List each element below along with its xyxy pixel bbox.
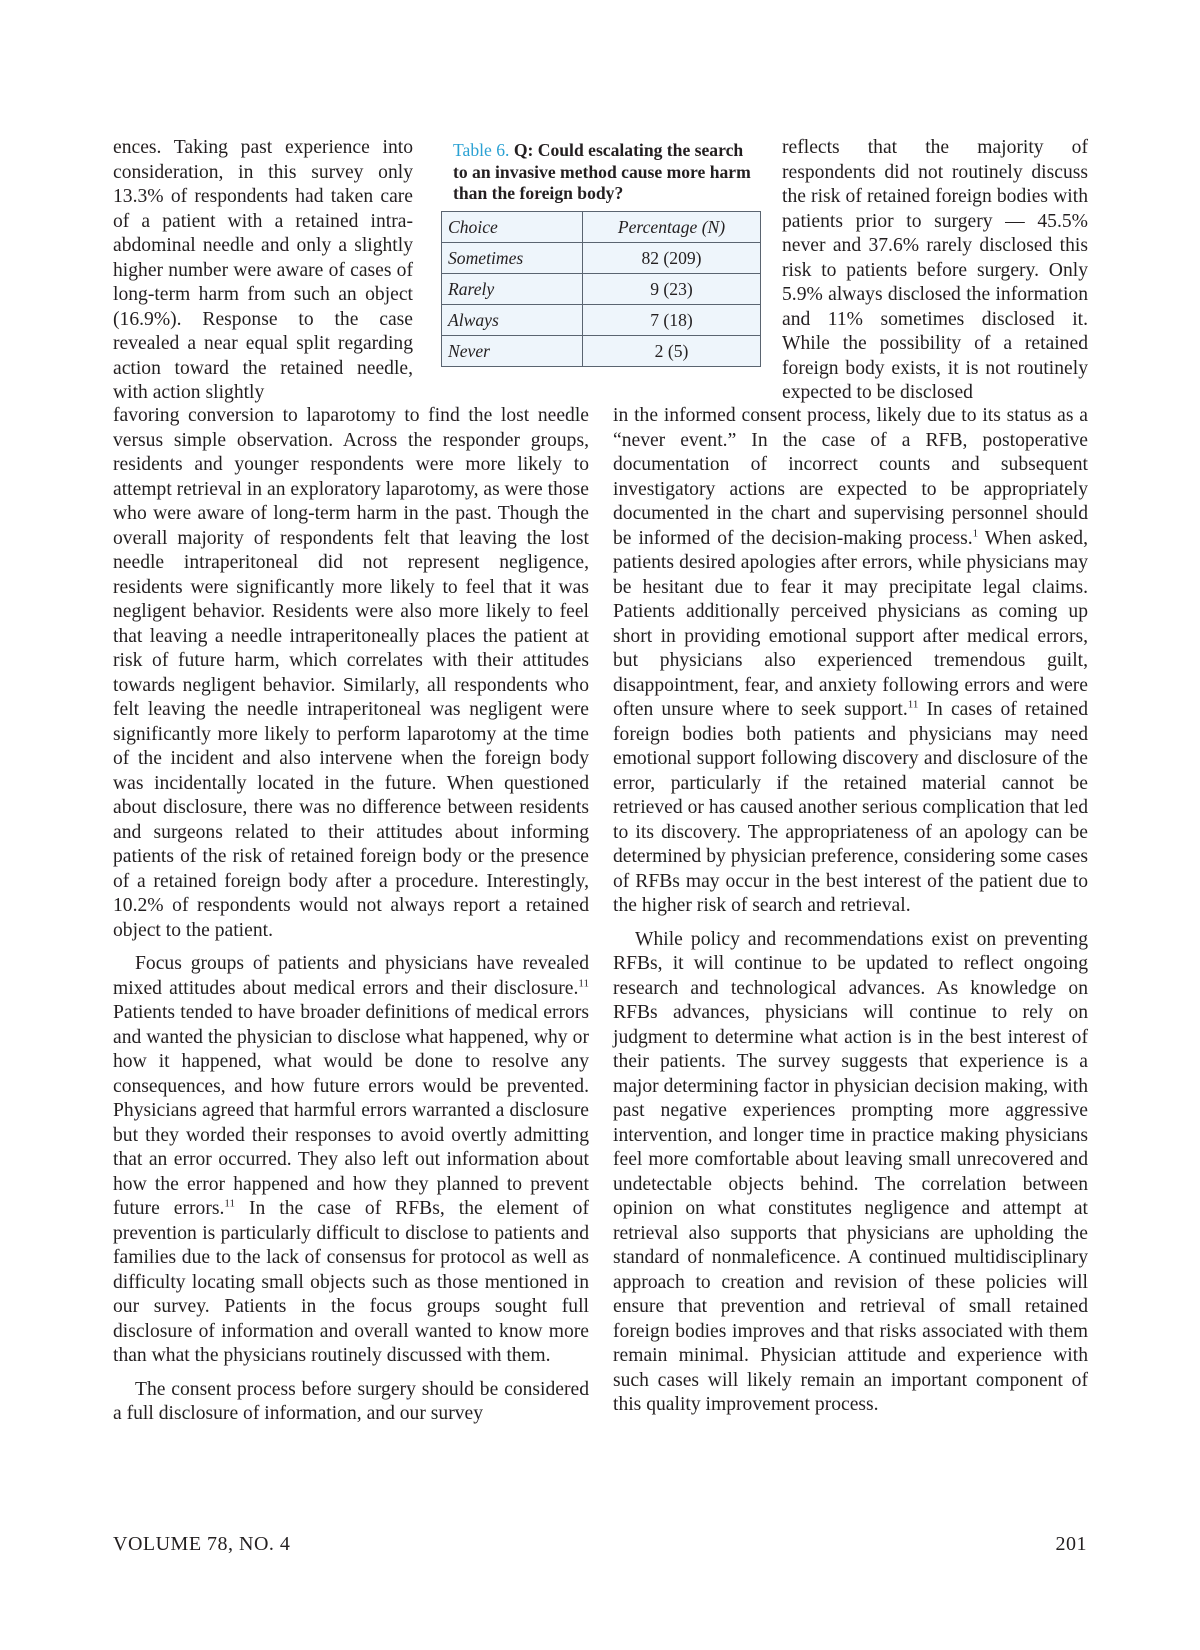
table-caption [453,140,761,205]
text-run: Focus groups of patients and physicians have revealed mixed attitudes about medical errors and their disclosure. [113,953,589,999]
citation: 11 [907,698,919,711]
paragraph: While policy and recommendations exist on preventing RFBs, it will continue to be updated to reflect ongoing research and technological advances. As knowledge on RFBs advances, physicians will continue to rely on judgment to determine what action is in the best interest of their patients. The survey suggests that experience is a major determining factor in physician decision making, with past negative experiences prompting more aggressive intervention, and longer time in practice making physicians feel more comfortable about leaving small unrecovered and undetectable objects behind. The correlation between opinion on what constitutes negligence and attempt at retrieval also supports that physicians are upholding the standard of nonmaleficence. A continued multidisciplinary approach to creation and revision of these policies will ensure that prevention and retrieval of small retained foreign bodies improves and that risks associated with them remain minimal. Physician attitude and experience with such cases will likely remain an important component of this quality improvement process. [613,928,1088,1415]
paragraph [613,404,1088,919]
left-column [113,404,589,1427]
table-cell-choice: Rarely [442,273,583,304]
text-run: When asked, patients desired apologies after errors, while physicians may be hesitant due to fear it may precipitate legal claims. Patients additionally perceived physicians as coming up short in providing emotional support after medical errors, but physicians also experienced tremendous guilt, disappointment, fear, and anxiety following errors and were often unsure where to seek support. [613,527,1088,720]
table-question: Q: Could escalating the search to an invasive method cause more harm than the foreign body? [453,140,751,203]
table-number: Table 6. [453,140,510,160]
paragraph: The consent process before surgery should be considered a full disclosure of information, and our survey [113,1378,589,1424]
table-cell-choice: Always [442,304,583,335]
text-run: In cases of retained foreign bodies both patients and physicians may need emotional support following discovery and disclosure of the error, particularly if the retained material cannot be retrieved or has caused another serious complication that led to its discovery. The appropriateness of an apology can be determined by physician preference, considering some cases of RFBs may occur in the best interest of the patient due to the higher risk of search and retrieval. [613,699,1088,916]
table-cell-choice: Sometimes [442,242,583,273]
table-row [442,335,761,366]
table-row [442,273,761,304]
paragraph: ences. Taking past experience into consideration, in this survey only 13.3% of respondents had taken care of a patient with a retained intra-abdominal needle and only a slightly higher number were aware of cases of long-term harm from such an object (16.9%). Response to the case revealed a near equal split regarding action toward the retained needle, with action slightly [113,137,413,403]
citation: 11 [578,976,589,989]
footer-page-number: 201 [1055,1533,1087,1555]
paragraph [113,952,589,1369]
table-row [442,242,761,273]
text-run: Patients tended to have broader definitions of medical errors and wanted the physician to disclose what happened, why or how it happened, what would be done to resolve any consequences, and how future errors would be prevented. Physicians agreed that harmful errors warranted a disclosure but they worded their responses to avoid overtly admitting that an error occurred. They also left out information about how the error happened and how they planned to prevent future errors. [113,1002,589,1219]
left-column-wrap-text [113,136,413,406]
footer-volume: VOLUME 78, NO. 4 [113,1533,291,1555]
table-cell-percentage: 7 (18) [583,304,761,335]
citation: 11 [224,1197,235,1210]
header-cell-choice: Choice [442,211,583,242]
data-table [441,211,761,367]
text-run: In the case of RFBs, the element of prevention is particularly difficult to disclose to patients and families due to the lack of consensus for protocol as well as difficulty locating small objects such as those mentioned in our survey. Patients in the focus groups sought full disclosure of information and overall wanted to know more than what the physicians routinely discussed with them. [113,1198,589,1366]
header-cell-percentage: Percentage (N) [583,211,761,242]
table-cell-percentage: 2 (5) [583,335,761,366]
paragraph: favoring conversion to laparotomy to find the lost needle versus simple observation. Across the responder groups, residents and younger respondents were more likely to attempt retrieval in an exploratory laparotomy, as were those who were aware of long-term harm in the past. Though the overall majority of respondents felt that leaving the lost needle intraperitoneal did not represent negligence, residents were significantly more likely to feel that it was negligent behavior. Residents were also more likely to feel that leaving a needle intraperitoneally places the patient at risk of future harm, which correlates with their attitudes towards negligent behavior. Similarly, all respondents who felt leaving the needle intraperitoneal was negligent were significantly more likely to perform laparotomy at the time of the incident and also intervene when the foreign body was incidentally located in the future. When questioned about disclosure, there was no difference between residents and surgeons related to their attitudes about informing patients of the risk of retained foreign body or the presence of a retained foreign body after a procedure. Interestingly, 10.2% of respondents would not always report a retained object to the patient. [113,405,589,941]
table-cell-choice: Never [442,335,583,366]
table-row [442,304,761,335]
citation: 1 [972,526,979,539]
table-header-row [442,211,761,242]
table-6 [441,140,761,367]
right-column-wrap-text [782,136,1088,406]
table-cell-percentage: 82 (209) [583,242,761,273]
right-column [613,404,1088,1418]
paragraph: reflects that the majority of respondents did not routinely discuss the risk of retained foreign bodies with patients prior to surgery — 45.5% never and 37.6% rarely disclosed this risk to patients before surgery. Only 5.9% always disclosed the information and 11% sometimes disclosed it. While the possibility of a retained foreign body exists, it is not routinely expected to be disclosed [782,137,1088,403]
text-run: in the informed consent process, likely due to its status as a “never event.” In the case of a RFB, postoperative documentation of incorrect counts and subsequent investigatory actions are expected to be appropriately documented in the chart and supervising personnel should be informed of the decision-making process. [613,405,1088,549]
table-cell-percentage: 9 (23) [583,273,761,304]
